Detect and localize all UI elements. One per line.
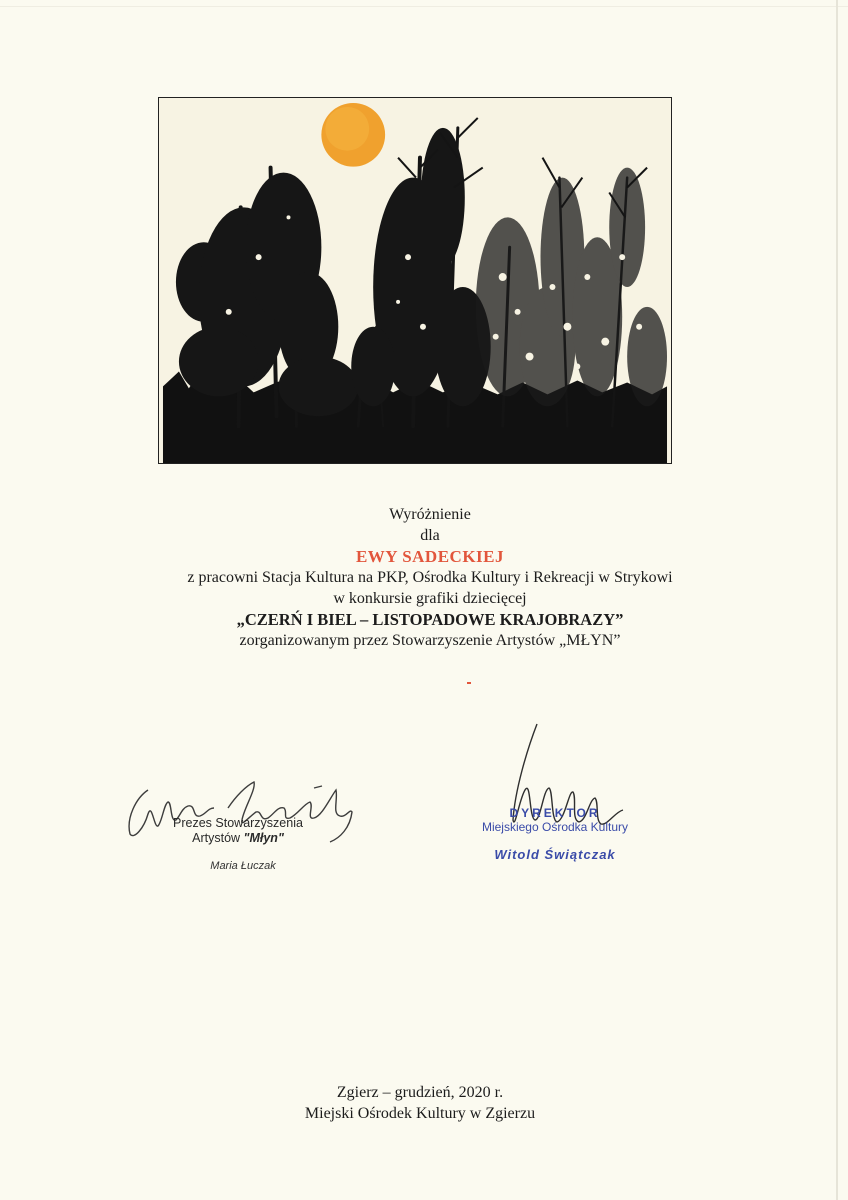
diploma-text — [60, 504, 800, 651]
stamp-right — [455, 806, 655, 862]
stamp-left-line2 — [158, 831, 318, 846]
signature-block-left — [118, 768, 368, 888]
stamp-left — [158, 816, 318, 846]
workshop-line: z pracowni Stacja Kultura na PKP, Ośrodka Kultury i Rekreacji w Strykowi — [187, 569, 673, 586]
contest-title: „CZERŃ I BIEL – LISTOPADOWE KRAJOBRAZY” — [236, 610, 624, 629]
page-edge-top — [0, 6, 848, 7]
stamp-left-line2-prefix: Artystów — [192, 831, 241, 845]
recipient-name: EWY SADECKIEJ — [355, 547, 505, 566]
signatory-name-left: Maria Łuczak — [210, 860, 276, 872]
place-date: Zgierz – grudzień, 2020 r. — [336, 1084, 504, 1101]
stamp-right-title: DYREKTOR — [509, 806, 601, 820]
for-word: dla — [420, 527, 440, 544]
red-dash-mark — [467, 682, 471, 684]
contest-line: w konkursie grafiki dziecięcej — [333, 590, 527, 607]
page-edge-right — [836, 0, 838, 1200]
stamp-left-line1: Prezes Stowarzyszenia — [173, 816, 303, 830]
stamp-right-organization: Miejskiego Ośrodka Kultury — [481, 820, 629, 834]
organizer-line: zorganizowanym przez Stowarzyszenie Artystów „MŁYN” — [239, 632, 621, 649]
stamp-left-org-name: "Młyn" — [243, 831, 284, 845]
signatory-name-right: Witold Świątczak — [494, 847, 616, 862]
institution-name: Miejski Ośrodek Kultury w Zgierzu — [304, 1105, 536, 1122]
artwork-landscape — [158, 97, 672, 464]
footer — [160, 1082, 680, 1124]
award-title: Wyróżnienie — [389, 506, 471, 523]
signature-block-right — [455, 720, 665, 880]
